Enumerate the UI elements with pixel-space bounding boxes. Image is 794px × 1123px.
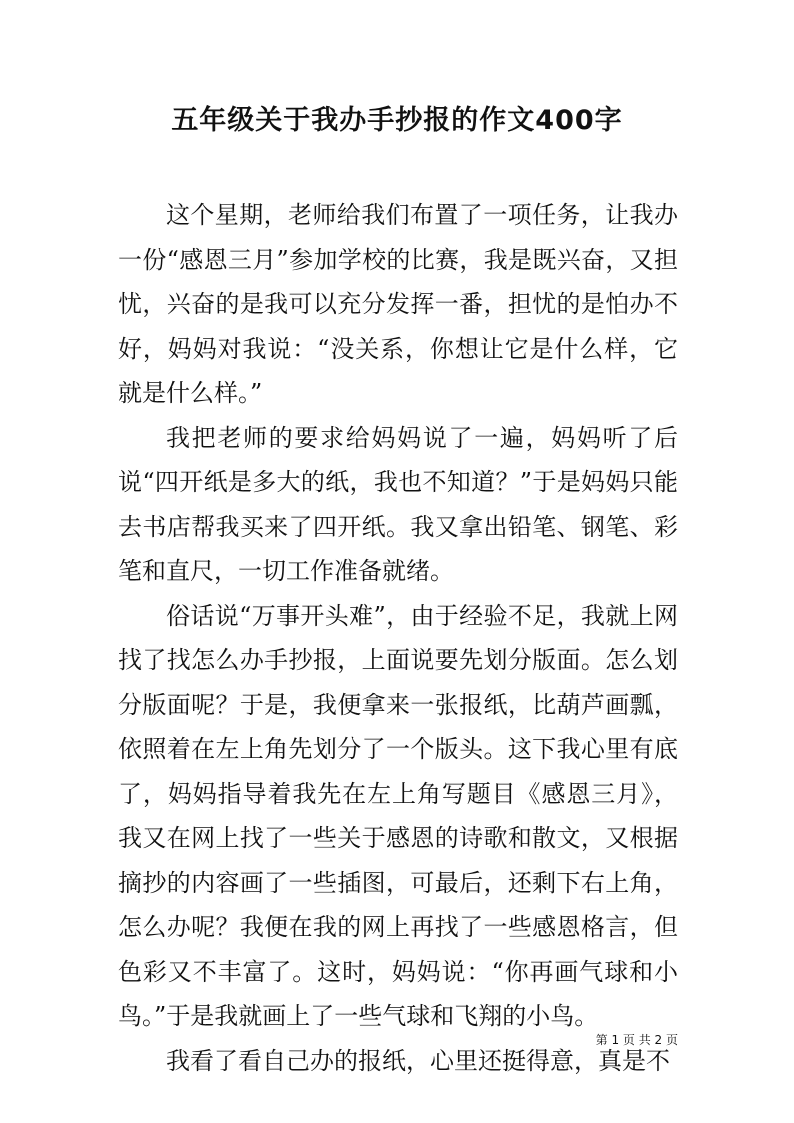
paragraph-4: 我看了看自己办的报纸，心里还挺得意，真是不 [166, 1046, 670, 1075]
document-body [118, 193, 678, 1083]
page-number-footer: 第 1 页 共 2 页 [595, 1033, 678, 1047]
document-title: 五年级关于我办手抄报的作文400字 [171, 105, 623, 136]
paragraph-2: 我把老师的要求给妈妈说了一遍，妈妈听了后说“四开纸是多大的纸，我也不知道？”于是妈妈只能去书店帮我买来了四开纸。我又拿出铅笔、钢笔、彩笔和直尺，一切工作准备就绪。 [118, 423, 678, 585]
paragraph-3: 俗话说“万事开头难”，由于经验不足，我就上网找了找怎么办手抄报，上面说要先划分版面。怎么划分版面呢？于是，我便拿来一张报纸，比葫芦画瓢，依照着在左上角先划分了一个版头。这下我心里有底了，妈妈指导着我先在左上角写题目《感恩三月》，我又在网上找了一些关于感恩的诗歌和散文，又根据摘抄的内容画了一些插图，可最后，还剩下右上角，怎么办呢？我便在我的网上再找了一些感恩格言，但色彩又不丰富了。这时，妈妈说：“你再画气球和小鸟。”于是我就画上了一些气球和飞翔的小鸟。 [118, 601, 678, 1030]
paragraph-1: 这个星期，老师给我们布置了一项任务，让我办一份“感恩三月”参加学校的比赛，我是既兴奋，又担忧，兴奋的是我可以充分发挥一番，担忧的是怕办不好，妈妈对我说：“没关系，你想让它是什么样，它就是什么样。” [118, 201, 678, 407]
